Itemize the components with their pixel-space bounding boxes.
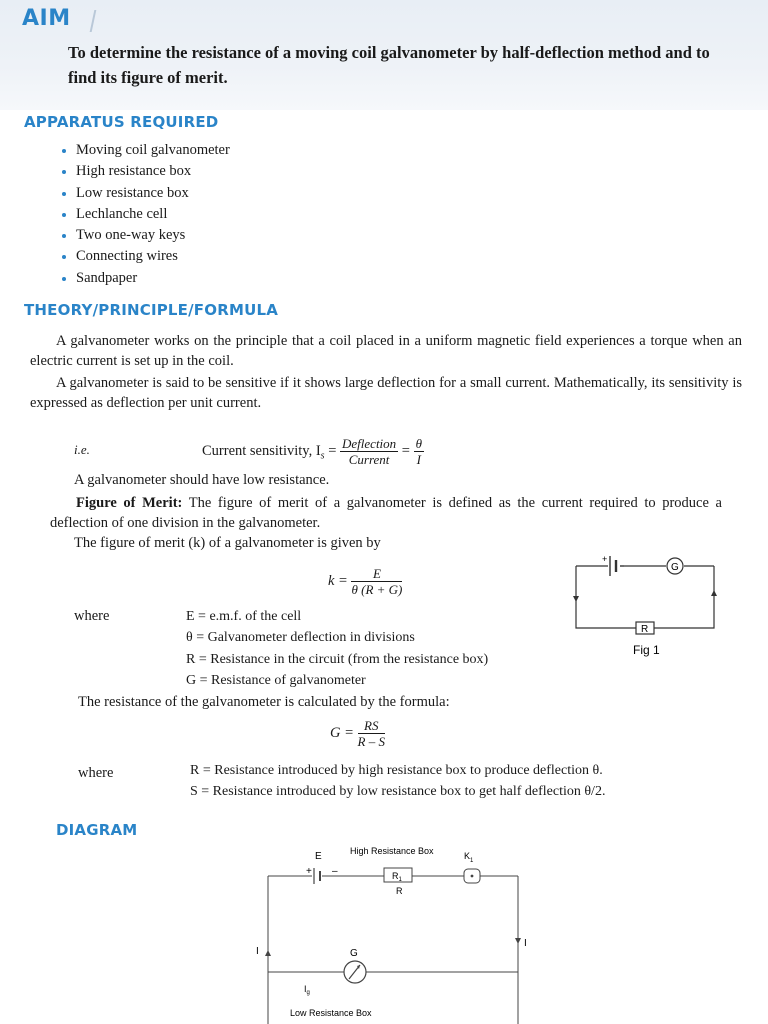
- diagram-heading: DIAGRAM: [56, 821, 138, 839]
- low-resistance-box-label: Low Resistance Box: [290, 1008, 372, 1018]
- theory-paragraph-1: A galvanometer works on the principle that a coil placed in a uniform magnetic field experiences a torque when an electric current is set up in the coil.: [30, 333, 742, 369]
- svg-text:R: R: [641, 624, 649, 635]
- definition-theta: θ = Galvanometer deflection in divisions: [186, 630, 415, 645]
- list-item: Low resistance box: [60, 183, 230, 204]
- list-item: Two one-way keys: [60, 225, 230, 246]
- where-label-2: where: [78, 765, 114, 781]
- r-label: R: [396, 886, 403, 896]
- list-item: Moving coil galvanometer: [60, 140, 230, 161]
- figure-of-merit-definition: Figure of Merit: The figure of merit of a galvanometer is defined as the current required to produce a deflection of one division in the galvanometer.: [50, 495, 722, 531]
- definition-r-high: R = Resistance introduced by high resistance box to produce deflection θ.: [190, 763, 603, 778]
- plus-sign: +: [306, 866, 312, 877]
- theory-heading: THEORY/PRINCIPLE/FORMULA: [24, 301, 279, 319]
- current-right-label: I: [524, 938, 527, 949]
- list-item: Sandpaper: [60, 268, 230, 289]
- list-item: Connecting wires: [60, 246, 230, 267]
- resistance-box-r1: [384, 868, 412, 883]
- fig1-caption: Fig 1: [633, 643, 660, 657]
- galvanometer-icon: [344, 961, 366, 983]
- fig1-plus: +: [602, 554, 608, 564]
- definition-r: R = Resistance in the circuit (from the resistance box): [186, 652, 489, 667]
- g-formula: G = $\frac{RS}{R - S}$: [330, 718, 385, 749]
- cell-icon: [314, 868, 320, 884]
- apparatus-list: [60, 140, 230, 289]
- where-label-1: where: [74, 608, 110, 624]
- sensitivity-formula: Current sensitivity, $I_s$ = $\frac{\text{Deflection}}{\text{Current}}$ = $\frac{\theta}{I}$: [202, 436, 422, 467]
- cell-icon: [610, 556, 624, 576]
- resistor-icon: [636, 622, 654, 635]
- list-item: Lechlanche cell: [60, 204, 230, 225]
- arrow-down-icon: [515, 938, 521, 944]
- minus-sign: –: [332, 866, 338, 877]
- k1-label: $K_1$: [464, 851, 474, 864]
- current-left-label: I: [256, 946, 259, 957]
- low-resistance-note: A galvanometer should have low resistance.: [74, 472, 330, 488]
- definition-s-low: S = Resistance introduced by low resistance box to get half deflection θ/2.: [190, 784, 606, 799]
- apparatus-heading: APPARATUS REQUIRED: [24, 113, 219, 131]
- definition-g: G = Resistance of galvanometer: [186, 673, 366, 688]
- key-icon: [464, 869, 480, 883]
- aim-text: To determine the resistance of a moving coil galvanometer by half-deflection method and to find its figure of merit.: [68, 43, 710, 87]
- diagram-circuit: [250, 842, 540, 1024]
- definition-e: E = e.m.f. of the cell: [186, 609, 302, 624]
- arrow-up-icon: [265, 950, 271, 956]
- galvanometer-icon: [667, 558, 683, 574]
- ie-label: i.e.: [74, 442, 90, 457]
- aim-label: AIM: [22, 6, 71, 31]
- fig1-wire: [576, 566, 714, 628]
- list-item: High resistance box: [60, 161, 230, 182]
- e-label: E: [315, 851, 322, 862]
- figure-of-merit-given: The figure of merit (k) of a galvanometer is given by: [74, 535, 381, 551]
- resistance-formula-intro: The resistance of the galvanometer is calculated by the formula:: [78, 694, 450, 710]
- galvanometer-label: G: [350, 948, 358, 959]
- k-formula: k = $\frac{E}{\theta (R + G)}$: [328, 566, 403, 597]
- arrow-up-icon: [711, 590, 717, 596]
- high-resistance-box-label: High Resistance Box: [350, 846, 434, 856]
- svg-text:G: G: [671, 562, 679, 573]
- arrow-down-icon: [573, 596, 579, 602]
- svg-text:R1: $R_1$: [392, 871, 402, 883]
- ig-label: $I_g$: [304, 984, 310, 996]
- theory-paragraph-2: A galvanometer is said to be sensitive if it shows large deflection for a small current. Mathematically, its sensitivity is expressed as deflection per unit current.: [30, 375, 742, 411]
- fig1-circuit: [566, 552, 726, 662]
